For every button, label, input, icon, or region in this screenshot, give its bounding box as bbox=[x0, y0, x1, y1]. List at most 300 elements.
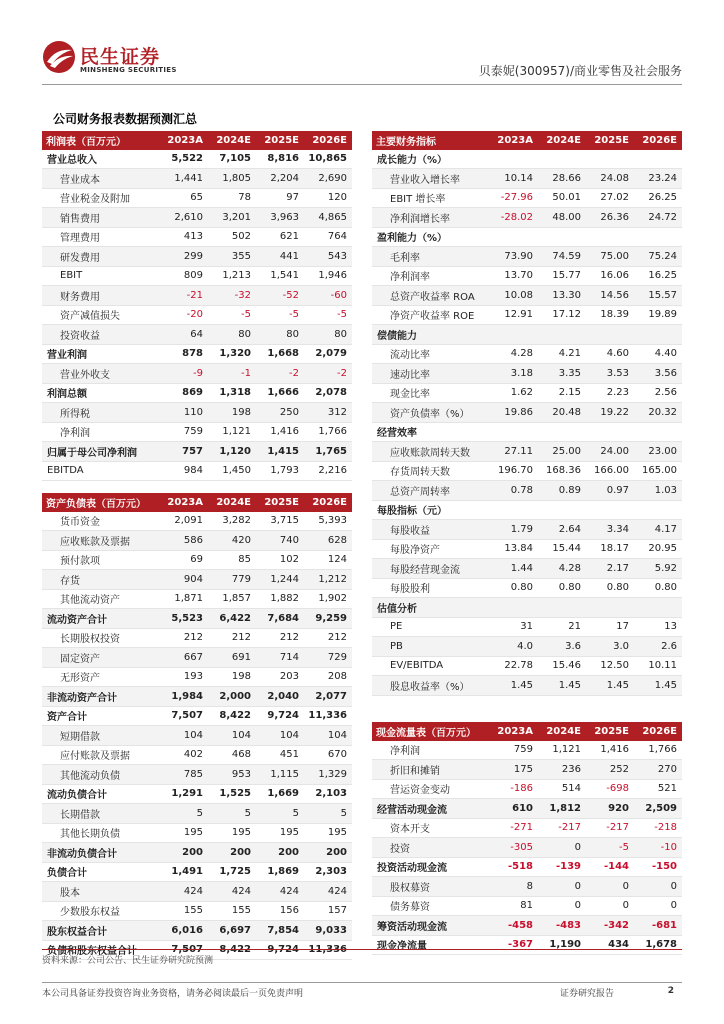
value-cell bbox=[490, 422, 538, 442]
value-cell: 252 bbox=[586, 760, 634, 780]
value-cell bbox=[538, 150, 586, 169]
value-cell: 1,213 bbox=[208, 266, 256, 286]
table-row bbox=[372, 676, 682, 696]
value-cell bbox=[634, 598, 682, 618]
row-label: 预付款项 bbox=[42, 550, 160, 570]
value-cell: 5 bbox=[304, 804, 352, 824]
row-label: 股息收益率（%） bbox=[372, 676, 490, 696]
row-label: 长期借款 bbox=[42, 804, 160, 824]
value-cell: 17.12 bbox=[538, 305, 586, 325]
value-cell: 1,793 bbox=[256, 461, 304, 481]
value-cell: 65 bbox=[160, 188, 208, 208]
header-cell: 2025E bbox=[586, 722, 634, 741]
table-row bbox=[372, 305, 682, 325]
value-cell: 12.91 bbox=[490, 305, 538, 325]
value-cell: 4.40 bbox=[634, 344, 682, 364]
table-row bbox=[42, 843, 352, 863]
value-cell: 200 bbox=[304, 843, 352, 863]
row-label: 营业总收入 bbox=[42, 150, 160, 169]
header-cell: 2023A bbox=[160, 131, 208, 150]
value-cell: 1,212 bbox=[304, 570, 352, 590]
footer-report-type: 证券研究报告 bbox=[560, 989, 615, 999]
value-cell: -698 bbox=[586, 779, 634, 799]
value-cell: 434 bbox=[586, 935, 634, 955]
value-cell: 25.00 bbox=[538, 442, 586, 462]
value-cell: 691 bbox=[208, 648, 256, 668]
value-cell: 1,668 bbox=[256, 344, 304, 364]
row-label: 无形资产 bbox=[42, 667, 160, 687]
value-cell: 1,244 bbox=[256, 570, 304, 590]
value-cell: 195 bbox=[304, 823, 352, 843]
value-cell: 7,507 bbox=[160, 706, 208, 726]
value-cell: 1,190 bbox=[538, 935, 586, 955]
value-cell: 250 bbox=[256, 403, 304, 423]
table-row bbox=[42, 765, 352, 785]
value-cell: 212 bbox=[256, 628, 304, 648]
row-label: 其他流动资产 bbox=[42, 589, 160, 609]
value-cell: 7,105 bbox=[208, 150, 256, 169]
table-row bbox=[372, 208, 682, 228]
value-cell: 6,422 bbox=[208, 609, 256, 629]
value-cell: 785 bbox=[160, 765, 208, 785]
row-label: 每股股利 bbox=[372, 578, 490, 598]
value-cell: 714 bbox=[256, 648, 304, 668]
value-cell: 0 bbox=[538, 896, 586, 916]
value-cell: 2,000 bbox=[208, 687, 256, 707]
value-cell: 4.28 bbox=[538, 559, 586, 579]
header-cell: 2025E bbox=[586, 131, 634, 150]
value-cell: 299 bbox=[160, 247, 208, 267]
value-cell: -144 bbox=[586, 857, 634, 877]
row-label: 非流动负债合计 bbox=[42, 843, 160, 863]
value-cell: 212 bbox=[160, 628, 208, 648]
table-row bbox=[42, 862, 352, 882]
row-label: 其他长期负债 bbox=[42, 823, 160, 843]
value-cell: 26.25 bbox=[634, 188, 682, 208]
value-cell: 9,724 bbox=[256, 706, 304, 726]
row-label: 研发费用 bbox=[42, 247, 160, 267]
value-cell: 0 bbox=[538, 877, 586, 897]
row-label: 流动负债合计 bbox=[42, 784, 160, 804]
value-cell bbox=[538, 500, 586, 520]
value-cell: 1,416 bbox=[586, 741, 634, 760]
row-label: 经营效率 bbox=[372, 422, 490, 442]
table-header-row bbox=[42, 131, 352, 150]
value-cell: 4.0 bbox=[490, 637, 538, 657]
table-row bbox=[372, 916, 682, 936]
row-label: 每股净资产 bbox=[372, 539, 490, 559]
income-statement-table bbox=[42, 131, 352, 481]
table-row bbox=[372, 838, 682, 858]
table-row bbox=[42, 169, 352, 189]
key-indicators-table bbox=[372, 131, 682, 696]
value-cell: 413 bbox=[160, 227, 208, 247]
row-label: 折旧和摊销 bbox=[372, 760, 490, 780]
value-cell: 165.00 bbox=[634, 461, 682, 481]
row-label: 营业税金及附加 bbox=[42, 188, 160, 208]
value-cell: 270 bbox=[634, 760, 682, 780]
value-cell: 236 bbox=[538, 760, 586, 780]
table-row bbox=[372, 877, 682, 897]
value-cell: 168.36 bbox=[538, 461, 586, 481]
value-cell: 212 bbox=[304, 628, 352, 648]
value-cell: 19.86 bbox=[490, 403, 538, 423]
value-cell: -217 bbox=[538, 818, 586, 838]
value-cell: 13.70 bbox=[490, 266, 538, 286]
value-cell: 2,091 bbox=[160, 512, 208, 531]
value-cell: 14.56 bbox=[586, 286, 634, 306]
value-cell: 13.84 bbox=[490, 539, 538, 559]
table-row bbox=[42, 461, 352, 481]
value-cell: 628 bbox=[304, 531, 352, 551]
row-label: 净利润 bbox=[372, 741, 490, 760]
table-row bbox=[42, 570, 352, 590]
header-cell: 现金流量表（百万元） bbox=[372, 722, 490, 741]
value-cell: 20.95 bbox=[634, 539, 682, 559]
value-cell: 521 bbox=[634, 779, 682, 799]
value-cell bbox=[586, 150, 634, 169]
table-row bbox=[42, 531, 352, 551]
row-label: 应收账款周转天数 bbox=[372, 442, 490, 462]
row-label: 货币资金 bbox=[42, 512, 160, 531]
value-cell: 13.30 bbox=[538, 286, 586, 306]
value-cell: 0 bbox=[634, 877, 682, 897]
table-row bbox=[372, 403, 682, 423]
value-cell: -5 bbox=[304, 305, 352, 325]
value-cell: 2,103 bbox=[304, 784, 352, 804]
value-cell: -20 bbox=[160, 305, 208, 325]
value-cell: 1,441 bbox=[160, 169, 208, 189]
table-row bbox=[372, 169, 682, 189]
value-cell: 0 bbox=[586, 896, 634, 916]
header-cell: 2023A bbox=[160, 493, 208, 512]
value-cell: -60 bbox=[304, 286, 352, 306]
value-cell: 23.00 bbox=[634, 442, 682, 462]
header-cell: 2023A bbox=[490, 722, 538, 741]
row-label: 营业收入增长率 bbox=[372, 169, 490, 189]
row-label: 毛利率 bbox=[372, 247, 490, 267]
value-cell: 1,115 bbox=[256, 765, 304, 785]
row-label: 利润总额 bbox=[42, 383, 160, 403]
value-cell: 8,816 bbox=[256, 150, 304, 169]
table-row bbox=[372, 617, 682, 637]
value-cell: 156 bbox=[256, 901, 304, 921]
value-cell: 729 bbox=[304, 648, 352, 668]
row-label: 每股经营现金流 bbox=[372, 559, 490, 579]
value-cell: 50.01 bbox=[538, 188, 586, 208]
value-cell: 157 bbox=[304, 901, 352, 921]
value-cell: 1,318 bbox=[208, 383, 256, 403]
row-label: 营运资金变动 bbox=[372, 779, 490, 799]
value-cell: 2.64 bbox=[538, 520, 586, 540]
row-label: 所得税 bbox=[42, 403, 160, 423]
value-cell: 64 bbox=[160, 325, 208, 345]
row-label: 资本开支 bbox=[372, 818, 490, 838]
value-cell: -518 bbox=[490, 857, 538, 877]
source-note: 资料来源：公司公告、民生证券研究院预测 bbox=[42, 949, 682, 966]
value-cell: 5,522 bbox=[160, 150, 208, 169]
header-cell: 2024E bbox=[208, 131, 256, 150]
table-row bbox=[42, 804, 352, 824]
value-cell: 2.15 bbox=[538, 383, 586, 403]
value-cell: 195 bbox=[208, 823, 256, 843]
value-cell: 1.03 bbox=[634, 481, 682, 501]
value-cell: 0 bbox=[586, 877, 634, 897]
value-cell: 402 bbox=[160, 745, 208, 765]
row-label: 负债和股东权益合计 bbox=[42, 940, 160, 960]
value-cell: 1,525 bbox=[208, 784, 256, 804]
table-row bbox=[372, 760, 682, 780]
value-cell: 420 bbox=[208, 531, 256, 551]
value-cell: 11,336 bbox=[304, 940, 352, 960]
value-cell: 80 bbox=[304, 325, 352, 345]
value-cell: 1.62 bbox=[490, 383, 538, 403]
value-cell: 12.50 bbox=[586, 656, 634, 676]
value-cell: -5 bbox=[256, 305, 304, 325]
value-cell bbox=[538, 598, 586, 618]
value-cell: 104 bbox=[304, 726, 352, 746]
value-cell: 203 bbox=[256, 667, 304, 687]
table-row bbox=[372, 325, 682, 345]
value-cell: 31 bbox=[490, 617, 538, 637]
value-cell: 0 bbox=[634, 896, 682, 916]
value-cell: 10.14 bbox=[490, 169, 538, 189]
table-row bbox=[372, 896, 682, 916]
table-row bbox=[372, 150, 682, 169]
row-label: 投资 bbox=[372, 838, 490, 858]
value-cell: 124 bbox=[304, 550, 352, 570]
row-label: 存货周转天数 bbox=[372, 461, 490, 481]
row-label: 长期股权投资 bbox=[42, 628, 160, 648]
value-cell: 15.44 bbox=[538, 539, 586, 559]
row-label: 应付账款及票据 bbox=[42, 745, 160, 765]
value-cell: 3.6 bbox=[538, 637, 586, 657]
table-header-row bbox=[372, 722, 682, 741]
value-cell: 69 bbox=[160, 550, 208, 570]
row-label: 偿债能力 bbox=[372, 325, 490, 345]
value-cell: 193 bbox=[160, 667, 208, 687]
value-cell: 3.18 bbox=[490, 364, 538, 384]
value-cell: 13 bbox=[634, 617, 682, 637]
value-cell: 4.28 bbox=[490, 344, 538, 364]
value-cell: 23.24 bbox=[634, 169, 682, 189]
logo-english-name: MINSHENG SECURITIES bbox=[80, 66, 177, 74]
value-cell: 1,765 bbox=[304, 442, 352, 462]
table-row bbox=[42, 364, 352, 384]
value-cell: 24.00 bbox=[586, 442, 634, 462]
value-cell: 779 bbox=[208, 570, 256, 590]
table-row bbox=[42, 208, 352, 228]
value-cell bbox=[586, 422, 634, 442]
value-cell: -139 bbox=[538, 857, 586, 877]
header-cell: 2026E bbox=[304, 493, 352, 512]
value-cell: 7,684 bbox=[256, 609, 304, 629]
value-cell: 16.06 bbox=[586, 266, 634, 286]
value-cell: 81 bbox=[490, 896, 538, 916]
value-cell: 759 bbox=[160, 422, 208, 442]
row-label: EBIT bbox=[42, 266, 160, 286]
value-cell: 7,854 bbox=[256, 921, 304, 941]
header-cell: 2023A bbox=[490, 131, 538, 150]
value-cell: 208 bbox=[304, 667, 352, 687]
value-cell: 441 bbox=[256, 247, 304, 267]
table-row bbox=[372, 500, 682, 520]
header-cell: 主要财务指标 bbox=[372, 131, 490, 150]
value-cell: 1.45 bbox=[538, 676, 586, 696]
value-cell: 3.56 bbox=[634, 364, 682, 384]
footer-divider bbox=[42, 982, 682, 983]
value-cell: 2.6 bbox=[634, 637, 682, 657]
header-cell: 2025E bbox=[256, 131, 304, 150]
value-cell: 2,509 bbox=[634, 799, 682, 819]
value-cell: 1,869 bbox=[256, 862, 304, 882]
row-label: 净资产收益率 ROE bbox=[372, 305, 490, 325]
value-cell: -458 bbox=[490, 916, 538, 936]
row-label: EBITDA bbox=[42, 461, 160, 481]
value-cell: 48.00 bbox=[538, 208, 586, 228]
value-cell: 85 bbox=[208, 550, 256, 570]
value-cell bbox=[634, 422, 682, 442]
value-cell: 155 bbox=[160, 901, 208, 921]
value-cell: 24.08 bbox=[586, 169, 634, 189]
value-cell bbox=[490, 150, 538, 169]
table-row bbox=[42, 325, 352, 345]
table-row bbox=[42, 422, 352, 442]
value-cell: 1,320 bbox=[208, 344, 256, 364]
value-cell: 15.57 bbox=[634, 286, 682, 306]
value-cell: 1,120 bbox=[208, 442, 256, 462]
value-cell: 5 bbox=[160, 804, 208, 824]
value-cell: 3,715 bbox=[256, 512, 304, 531]
value-cell: 8,422 bbox=[208, 940, 256, 960]
value-cell: 0.80 bbox=[538, 578, 586, 598]
value-cell: 809 bbox=[160, 266, 208, 286]
value-cell: 1,416 bbox=[256, 422, 304, 442]
value-cell: 0 bbox=[538, 838, 586, 858]
header-cell: 2025E bbox=[256, 493, 304, 512]
table-row bbox=[42, 901, 352, 921]
value-cell: -271 bbox=[490, 818, 538, 838]
value-cell: 195 bbox=[160, 823, 208, 843]
table-row bbox=[372, 559, 682, 579]
table-row bbox=[372, 637, 682, 657]
value-cell: -9 bbox=[160, 364, 208, 384]
value-cell: 198 bbox=[208, 403, 256, 423]
row-label: 资产合计 bbox=[42, 706, 160, 726]
value-cell: 764 bbox=[304, 227, 352, 247]
value-cell: 7,507 bbox=[160, 940, 208, 960]
value-cell: -32 bbox=[208, 286, 256, 306]
value-cell: 166.00 bbox=[586, 461, 634, 481]
value-cell: 74.59 bbox=[538, 247, 586, 267]
value-cell: 3.34 bbox=[586, 520, 634, 540]
table-row bbox=[42, 383, 352, 403]
value-cell: 451 bbox=[256, 745, 304, 765]
value-cell: -483 bbox=[538, 916, 586, 936]
value-cell: -2 bbox=[256, 364, 304, 384]
table-row bbox=[42, 266, 352, 286]
row-label: 归属于母公司净利润 bbox=[42, 442, 160, 462]
header-cell: 利润表（百万元） bbox=[42, 131, 160, 150]
table-row bbox=[372, 422, 682, 442]
value-cell: 104 bbox=[160, 726, 208, 746]
value-cell: 80 bbox=[256, 325, 304, 345]
value-cell: 424 bbox=[304, 882, 352, 902]
value-cell: 2,690 bbox=[304, 169, 352, 189]
header-cell: 2024E bbox=[208, 493, 256, 512]
value-cell: 2,303 bbox=[304, 862, 352, 882]
value-cell: 0.97 bbox=[586, 481, 634, 501]
row-label: 现金净流量 bbox=[372, 935, 490, 955]
value-cell: 1,450 bbox=[208, 461, 256, 481]
value-cell: 2,079 bbox=[304, 344, 352, 364]
value-cell: 1,871 bbox=[160, 589, 208, 609]
value-cell bbox=[538, 325, 586, 345]
row-label: EV/EBITDA bbox=[372, 656, 490, 676]
table-row bbox=[42, 227, 352, 247]
value-cell: 1,121 bbox=[538, 741, 586, 760]
value-cell bbox=[634, 325, 682, 345]
value-cell: 3.0 bbox=[586, 637, 634, 657]
row-label: 债务募资 bbox=[372, 896, 490, 916]
header-cell: 2024E bbox=[538, 131, 586, 150]
table-row bbox=[42, 512, 352, 531]
value-cell: -186 bbox=[490, 779, 538, 799]
row-label: 净利润 bbox=[42, 422, 160, 442]
value-cell: 2,204 bbox=[256, 169, 304, 189]
value-cell: 1,766 bbox=[304, 422, 352, 442]
table-row bbox=[42, 247, 352, 267]
row-label: 净利润率 bbox=[372, 266, 490, 286]
value-cell: 19.89 bbox=[634, 305, 682, 325]
value-cell: 1,725 bbox=[208, 862, 256, 882]
row-label: 投资活动现金流 bbox=[372, 857, 490, 877]
value-cell: 586 bbox=[160, 531, 208, 551]
value-cell: 10.11 bbox=[634, 656, 682, 676]
value-cell: 212 bbox=[208, 628, 256, 648]
table-row bbox=[372, 779, 682, 799]
value-cell: 1,812 bbox=[538, 799, 586, 819]
row-label: 营业利润 bbox=[42, 344, 160, 364]
header-divider bbox=[42, 84, 682, 85]
value-cell: 2.17 bbox=[586, 559, 634, 579]
table-row bbox=[42, 667, 352, 687]
value-cell: 110 bbox=[160, 403, 208, 423]
logo-chinese-name: 民生证券 bbox=[80, 46, 161, 68]
value-cell: -218 bbox=[634, 818, 682, 838]
value-cell: 10,865 bbox=[304, 150, 352, 169]
table-row bbox=[372, 286, 682, 306]
value-cell: 75.00 bbox=[586, 247, 634, 267]
value-cell: -10 bbox=[634, 838, 682, 858]
value-cell: 24.72 bbox=[634, 208, 682, 228]
value-cell: 21 bbox=[538, 617, 586, 637]
value-cell: 16.25 bbox=[634, 266, 682, 286]
value-cell: 175 bbox=[490, 760, 538, 780]
value-cell bbox=[538, 227, 586, 247]
value-cell: 4.60 bbox=[586, 344, 634, 364]
table-row bbox=[372, 578, 682, 598]
row-label: 总资产周转率 bbox=[372, 481, 490, 501]
value-cell: 0.89 bbox=[538, 481, 586, 501]
header-cell: 2026E bbox=[304, 131, 352, 150]
value-cell bbox=[634, 150, 682, 169]
value-cell: 75.24 bbox=[634, 247, 682, 267]
row-label: 成长能力（%） bbox=[372, 150, 490, 169]
value-cell: 22.78 bbox=[490, 656, 538, 676]
value-cell: 2,078 bbox=[304, 383, 352, 403]
value-cell: 11,336 bbox=[304, 706, 352, 726]
